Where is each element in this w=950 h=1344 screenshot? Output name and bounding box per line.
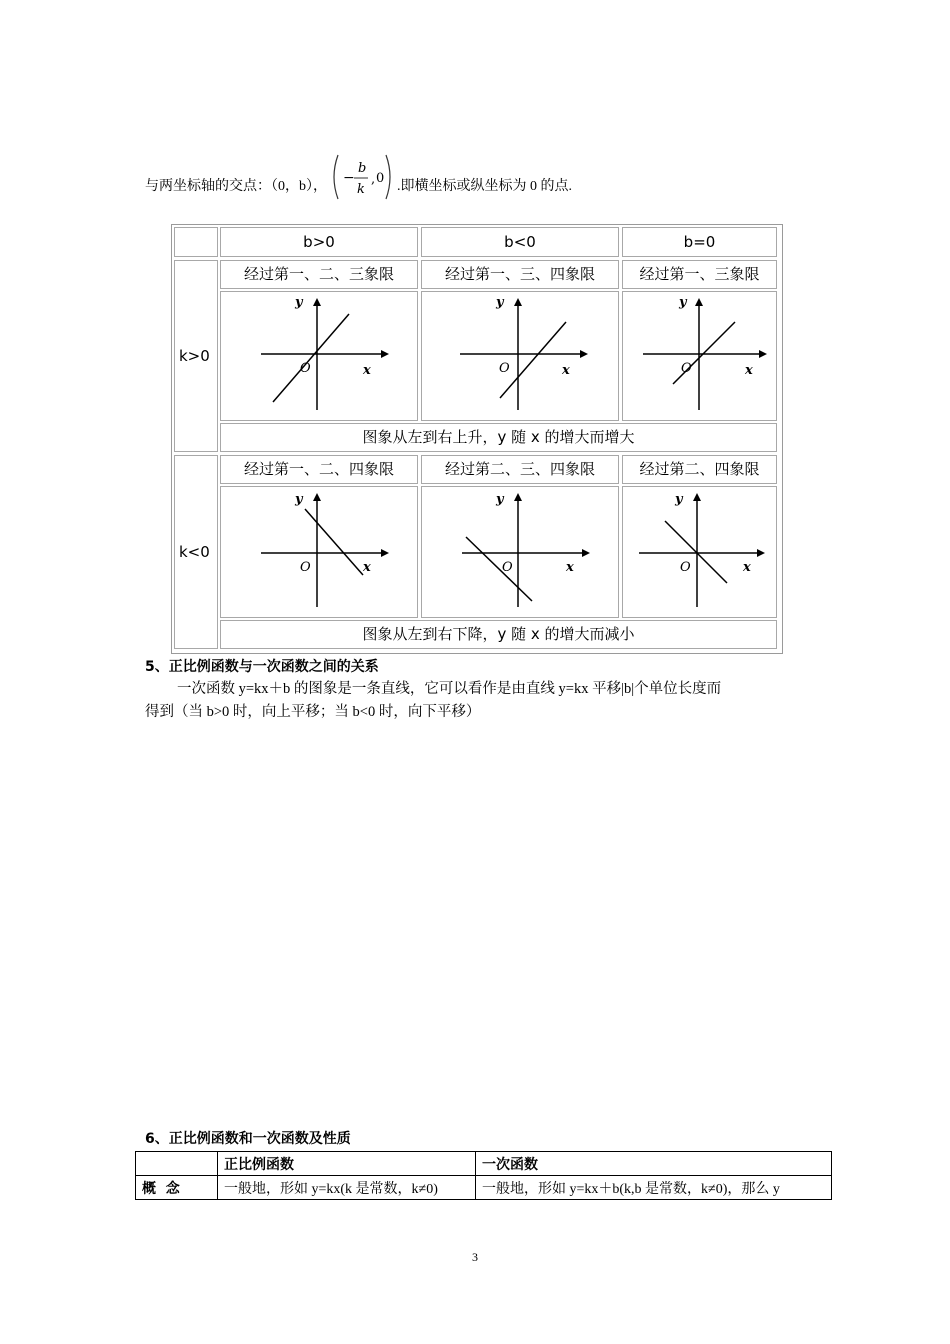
x-axis-label: x <box>745 363 753 378</box>
y-axis-label: y <box>295 295 303 310</box>
graph-k-neg-b-neg <box>422 487 618 617</box>
section5-title: 5、正比例函数与一次函数之间的关系 <box>145 659 379 675</box>
empty-header-cell <box>136 1152 218 1176</box>
intro-prefix: 与两坐标轴的交点：（0，b）， <box>145 179 327 194</box>
fraction-sign: − <box>343 170 355 186</box>
intercept-fraction <box>329 152 395 202</box>
graph-k-neg-b-pos <box>221 487 417 617</box>
section5-line1: 一次函数 y=kx＋b 的图象是一条直线，它可以看作是由直线 y=kx 平移|b|个单位长度而 <box>177 681 722 697</box>
y-axis-label: y <box>295 492 303 507</box>
header-proportional: 正比例函数 <box>218 1152 476 1176</box>
section6-title: 6、正比例函数和一次函数及性质 <box>145 1131 351 1147</box>
graph-k-pos-b-neg <box>422 292 618 420</box>
origin-label: O <box>502 560 513 575</box>
x-axis-label: x <box>743 560 751 575</box>
origin-label: O <box>300 560 311 575</box>
graph-k-pos-b-zero <box>623 292 776 420</box>
x-axis-label: x <box>363 560 371 575</box>
table-row <box>136 1176 832 1200</box>
corner-cell <box>174 227 218 257</box>
quadrant-text: 经过第二、三、四象限 <box>421 455 619 484</box>
graph-cell <box>421 486 619 618</box>
y-axis-label: y <box>496 492 504 507</box>
graph-cell <box>421 291 619 421</box>
header-b-negative: b<0 <box>421 227 619 257</box>
linear-function-graph-table <box>171 224 783 654</box>
quadrant-text: 经过第一、二、三象限 <box>220 260 418 289</box>
summary-increasing: 图象从左到右上升，y 随 x 的增大而增大 <box>220 423 777 452</box>
page-number: 3 <box>472 1250 478 1264</box>
quadrant-text: 经过第一、二、四象限 <box>220 455 418 484</box>
header-linear: 一次函数 <box>476 1152 832 1176</box>
y-axis-label: y <box>496 295 504 310</box>
quadrant-text: 经过第二、四象限 <box>622 455 777 484</box>
x-axis-label: x <box>562 363 570 378</box>
row-label-k-positive: k>0 <box>174 260 218 452</box>
fraction-denominator: k <box>357 182 365 197</box>
header-b-positive: b>0 <box>220 227 418 257</box>
graph-cell <box>622 486 777 618</box>
row-label-concept: 概 念 <box>136 1176 218 1200</box>
y-axis-label: y <box>675 492 683 507</box>
x-axis-label: x <box>363 363 371 378</box>
origin-label: O <box>499 361 510 376</box>
svg-text:,: , <box>371 172 376 187</box>
graph-cell <box>622 291 777 421</box>
concept-linear: 一般地，形如 y=kx＋b(k,b 是常数，k≠0)，那么 y <box>476 1176 832 1200</box>
origin-label: O <box>300 361 311 376</box>
quadrant-text: 经过第一、三象限 <box>622 260 777 289</box>
origin-label: O <box>680 560 691 575</box>
header-b-zero: b=0 <box>622 227 777 257</box>
concept-proportional: 一般地，形如 y=kx(k 是常数，k≠0) <box>218 1176 476 1200</box>
y-axis-label: y <box>679 295 687 310</box>
intercepts-sentence <box>145 160 572 210</box>
graph-k-neg-b-zero <box>623 487 776 617</box>
graph-k-pos-b-pos <box>221 292 417 420</box>
section5-line2: 得到（当 b>0 时，向上平移；当 b<0 时，向下平移） <box>145 704 481 720</box>
row-label-k-negative: k<0 <box>174 455 218 649</box>
fraction-second: 0 <box>376 171 385 186</box>
graph-cell <box>220 486 418 618</box>
origin-label: O <box>681 361 692 376</box>
table-row <box>136 1152 832 1176</box>
fraction-numerator: b <box>358 161 367 176</box>
quadrant-text: 经过第一、三、四象限 <box>421 260 619 289</box>
intro-suffix: .即横坐标或纵坐标为 0 的点. <box>397 179 572 194</box>
x-axis-label: x <box>566 560 574 575</box>
summary-decreasing: 图象从左到右下降，y 随 x 的增大而减小 <box>220 620 777 649</box>
graph-cell <box>220 291 418 421</box>
properties-table <box>135 1151 832 1200</box>
